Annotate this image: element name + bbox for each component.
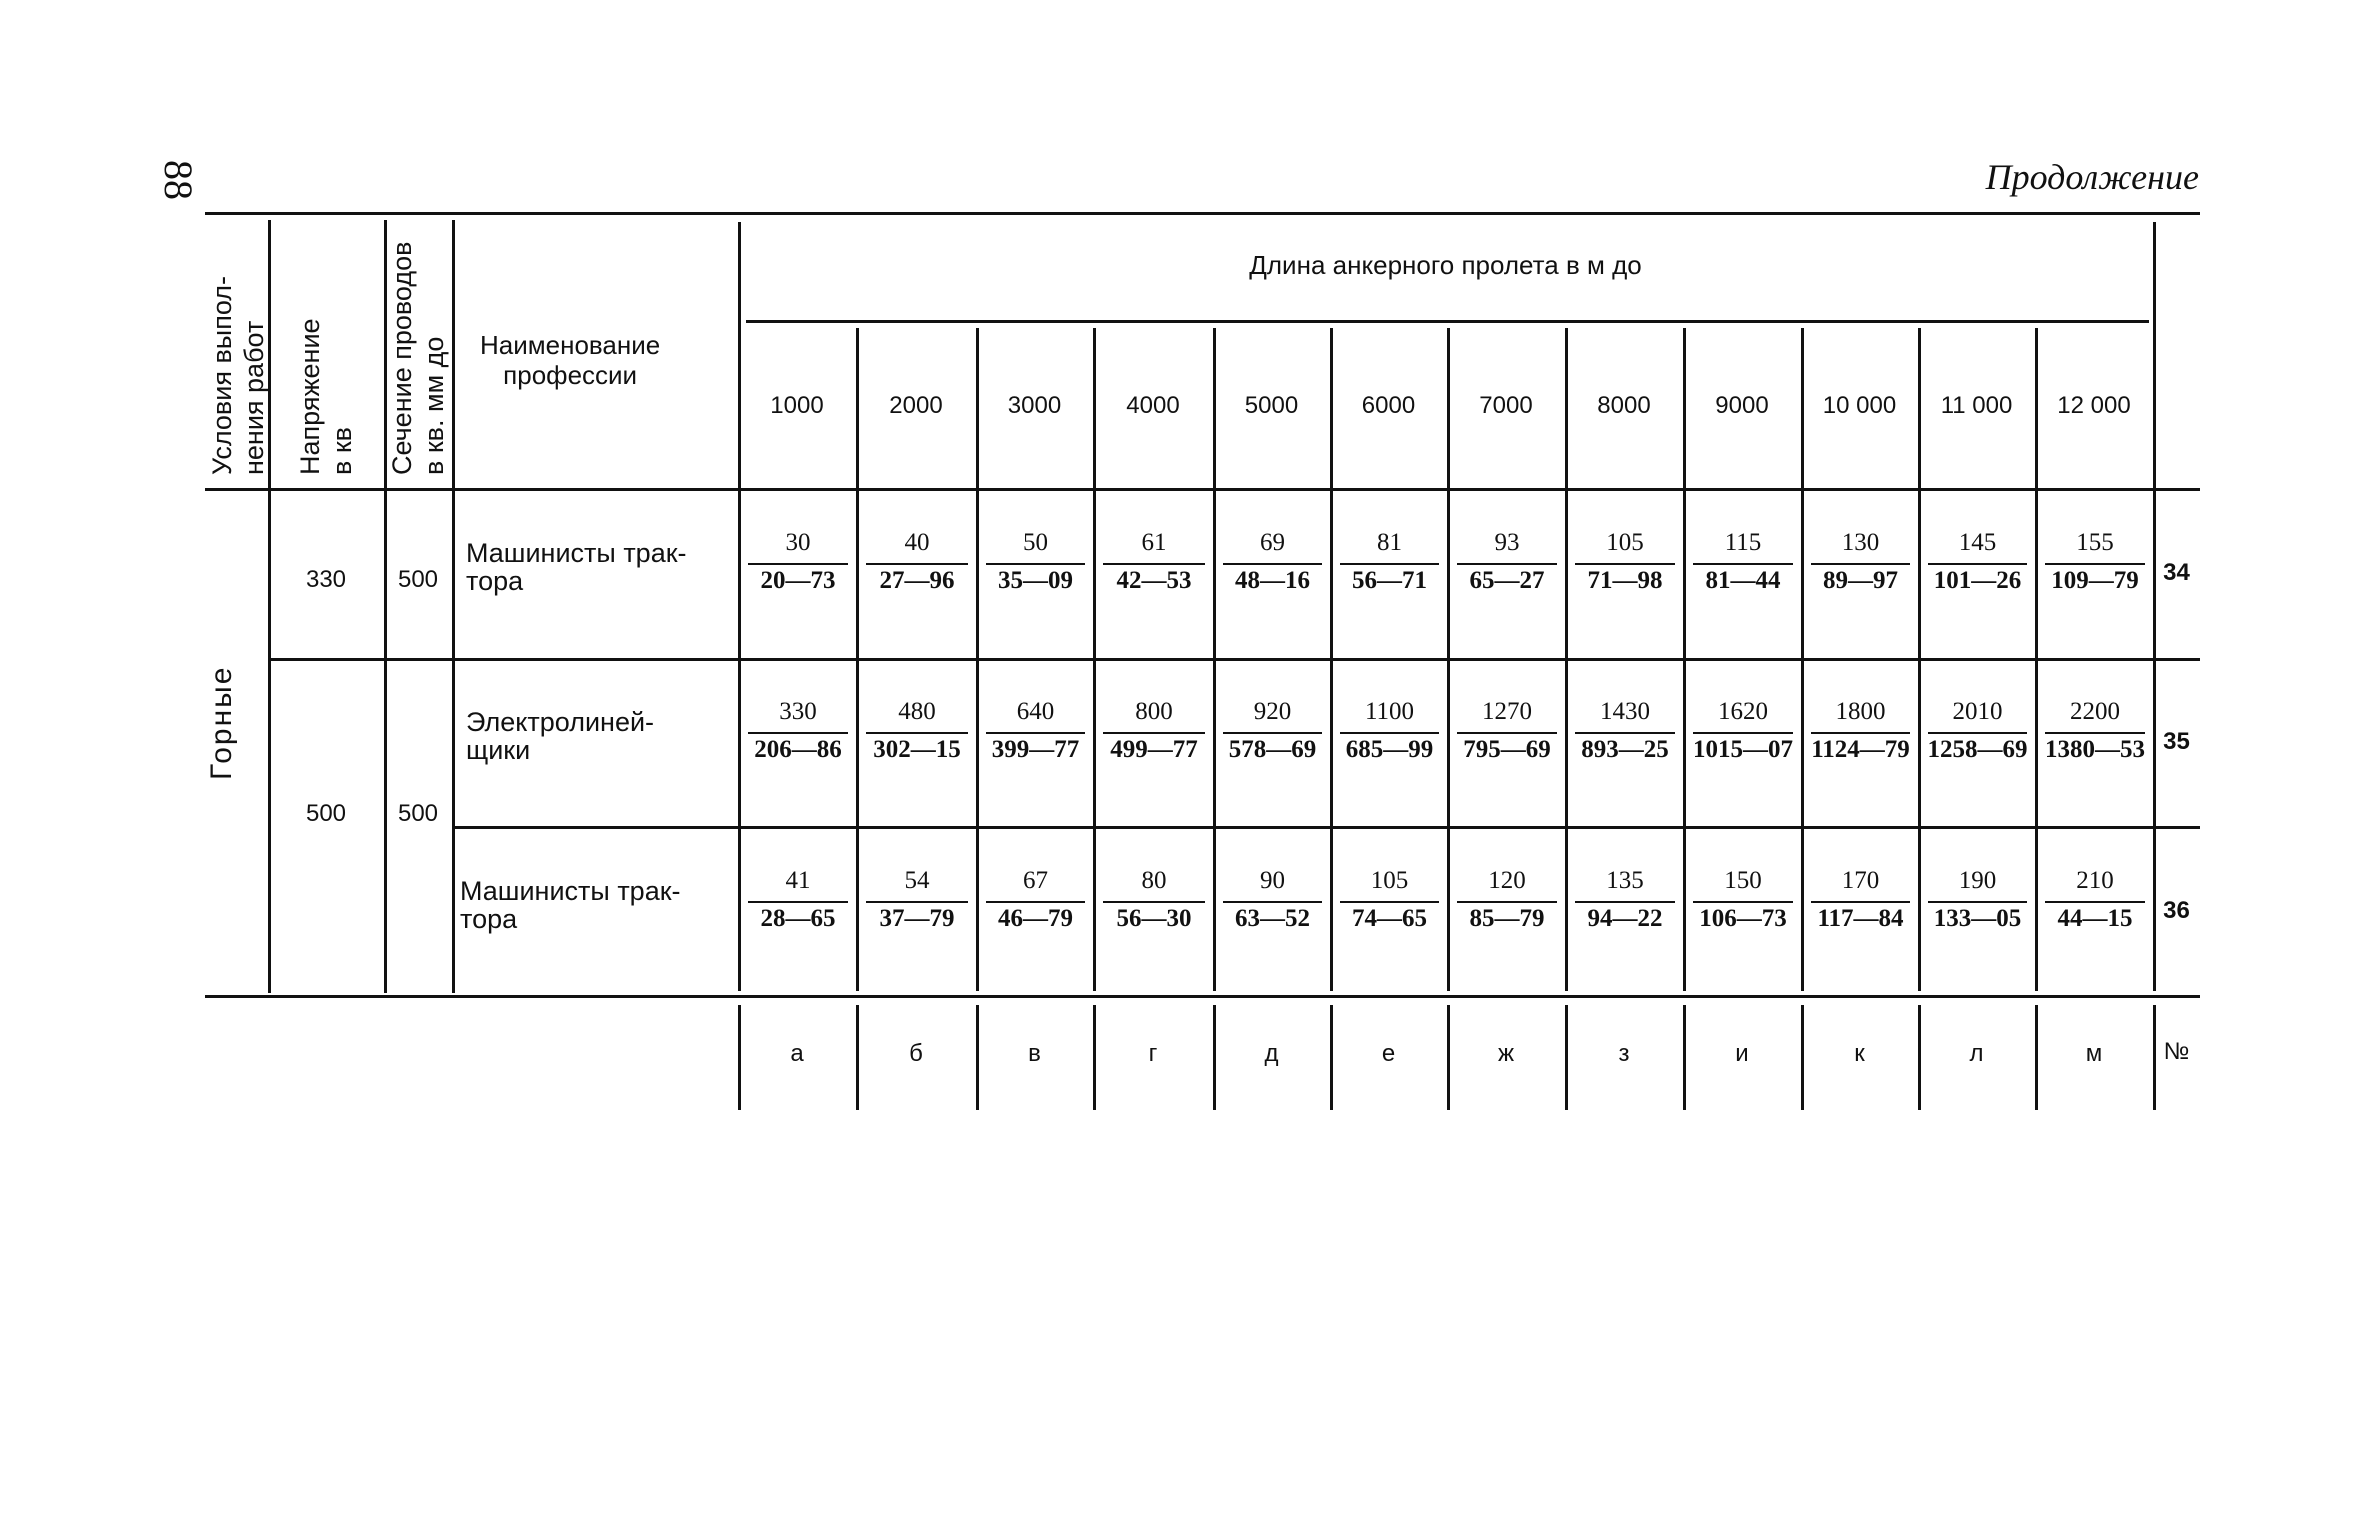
- cell-cost: 56—71: [1352, 567, 1427, 594]
- cell-cost: 71—98: [1587, 567, 1663, 594]
- cell-value: 2010: [1952, 698, 2003, 725]
- cell-cost: 89—97: [1823, 567, 1898, 594]
- cell-value: 120: [1488, 866, 1526, 894]
- header-span-value: 8000: [1597, 392, 1651, 419]
- header-span-value: 3000: [1007, 392, 1062, 419]
- cell-cost: 133—05: [1933, 904, 2022, 932]
- cell-cost: 28—65: [760, 904, 836, 932]
- header-span-value: 9000: [1715, 392, 1769, 419]
- cell-value: 1620: [1718, 698, 1768, 725]
- header-span-title: Длина анкерного пролета в м до: [1249, 250, 1642, 280]
- vline-span-9: [1801, 328, 1804, 991]
- cell-fraction-line: [1457, 732, 1557, 734]
- cell-value: 105: [1606, 529, 1644, 556]
- cell-fraction-line: [1693, 563, 1793, 565]
- cell-cost: 1380—53: [2045, 736, 2145, 763]
- cell-cost: 85—79: [1469, 904, 1545, 932]
- cell-cost: 35—09: [998, 567, 1073, 594]
- vline-span-8: [1683, 328, 1686, 991]
- cell-fraction-line: [1811, 901, 1910, 903]
- vline-span-10: [1918, 328, 1921, 991]
- header-voltage: [294, 318, 358, 475]
- header-voltage-line: Напряжение: [295, 318, 325, 475]
- cell-fraction-line: [986, 901, 1085, 903]
- cell-cost: 44—15: [2057, 904, 2133, 932]
- cell-value: 54: [904, 866, 930, 894]
- footer-letter: з: [1618, 1040, 1630, 1067]
- cell-fraction-line: [986, 563, 1085, 565]
- rule-span-title: [746, 320, 2149, 323]
- cell-fraction-line: [748, 732, 848, 734]
- cell-cost: 893—25: [1581, 736, 1669, 763]
- cell-value: 640: [1016, 698, 1055, 725]
- footer-letter: м: [2085, 1040, 2103, 1067]
- cell-fraction-line: [1223, 732, 1322, 734]
- row-profession: Электролиней- щики: [466, 707, 655, 765]
- vline-span-3: [1093, 328, 1096, 991]
- vline-span-4: [1213, 328, 1216, 991]
- row-number: 35: [2163, 728, 2190, 755]
- cell-cost: 117—84: [1817, 904, 1904, 932]
- cell-value: 80: [1141, 866, 1167, 894]
- footer-letter: в: [1028, 1040, 1041, 1067]
- header-span-value: 1000: [770, 392, 824, 419]
- cell-cost: 302—15: [873, 736, 961, 763]
- cell-cost: 206—86: [754, 736, 842, 763]
- vline-span-5: [1330, 328, 1333, 991]
- cell-fraction-line: [1811, 563, 1910, 565]
- vline-span-2: [976, 328, 979, 991]
- cell-cost: 101—26: [1933, 567, 2022, 594]
- row-section: 500: [397, 566, 439, 593]
- vline-span-1: [856, 328, 859, 991]
- cell-value: 90: [1260, 866, 1285, 894]
- vline-span-12: [2153, 222, 2156, 991]
- header-span-value: 2000: [889, 392, 943, 419]
- cell-fraction-line: [1928, 563, 2027, 565]
- cell-value: 145: [1958, 529, 1997, 556]
- cell-value: 61: [1141, 529, 1167, 556]
- cell-fraction-line: [1693, 901, 1793, 903]
- cell-cost: 65—27: [1469, 567, 1545, 594]
- row-section: 500: [397, 800, 439, 827]
- cell-value: 1270: [1482, 698, 1532, 725]
- cell-value: 69: [1260, 529, 1285, 556]
- cell-fraction-line: [1575, 901, 1675, 903]
- cell-value: 190: [1958, 866, 1997, 894]
- cell-cost: 42—53: [1116, 567, 1192, 594]
- cell-fraction-line: [1340, 563, 1439, 565]
- cell-cost: 74—65: [1352, 904, 1427, 932]
- header-conditions: [206, 276, 270, 475]
- header-span-value: 12 000: [2057, 392, 2131, 419]
- header-span-value: 6000: [1361, 392, 1416, 419]
- cell-fraction-line: [1575, 563, 1675, 565]
- row-number: 36: [2163, 896, 2190, 924]
- cell-fraction-line: [748, 901, 848, 903]
- row-voltage: 500: [305, 800, 347, 827]
- header-conditions-line: нения работ: [239, 320, 269, 475]
- cell-value: 170: [1841, 866, 1880, 894]
- footer-num-label: №: [2163, 1038, 2190, 1065]
- footer-letter: д: [1264, 1040, 1279, 1067]
- footer-letter: г: [1148, 1040, 1158, 1067]
- cell-value: 50: [1023, 529, 1048, 556]
- cell-fraction-line: [2045, 732, 2145, 734]
- cell-value: 1430: [1600, 698, 1650, 725]
- cell-cost: 795—69: [1463, 736, 1551, 763]
- header-profession-line: Наименование: [480, 330, 661, 360]
- vline-span-11: [2035, 328, 2038, 991]
- cell-cost: 20—73: [760, 567, 836, 594]
- cell-fraction-line: [986, 732, 1085, 734]
- cell-cost: 106—73: [1699, 904, 1787, 932]
- cell-cost: 685—99: [1345, 736, 1434, 763]
- cell-fraction-line: [1575, 732, 1675, 734]
- header-voltage-line: в кв: [327, 426, 357, 475]
- cell-fraction-line: [1103, 732, 1205, 734]
- header-profession-line: профессии: [503, 360, 638, 390]
- cell-value: 1100: [1364, 698, 1415, 725]
- cell-fraction-line: [1103, 901, 1205, 903]
- cell-value: 81: [1377, 529, 1402, 556]
- cell-fraction-line: [1457, 901, 1557, 903]
- cell-fraction-line: [1223, 563, 1322, 565]
- cell-fraction-line: [2045, 563, 2145, 565]
- footer-letter: к: [1854, 1040, 1865, 1067]
- page-number: 88: [156, 160, 201, 200]
- header-span-value: 10 000: [1822, 392, 1897, 419]
- row-number: 34: [2163, 559, 2190, 586]
- cell-cost: 56—30: [1116, 904, 1192, 932]
- header-span-value: 7000: [1479, 392, 1533, 419]
- header-span-value: 11 000: [1940, 392, 2013, 419]
- cell-fraction-line: [866, 563, 968, 565]
- cell-value: 93: [1494, 529, 1520, 556]
- vline-span-0: [738, 222, 741, 991]
- cell-value: 480: [898, 698, 936, 725]
- cell-cost: 37—79: [879, 904, 955, 932]
- header-conditions-line: Условия выпол-: [207, 275, 237, 475]
- cell-fraction-line: [1928, 901, 2027, 903]
- cell-value: 155: [2076, 529, 2114, 556]
- row-profession: Машинисты трак- тора: [466, 538, 687, 596]
- vline-c3: [452, 220, 455, 993]
- footer-letter: ж: [1497, 1040, 1515, 1067]
- header-section-line: в кв. мм до: [419, 336, 449, 475]
- header-section: [386, 242, 450, 475]
- cell-cost: 94—22: [1587, 904, 1663, 932]
- cell-value: 800: [1135, 698, 1173, 725]
- cell-cost: 578—69: [1228, 736, 1317, 763]
- header-span-value: 5000: [1244, 392, 1299, 419]
- cell-fraction-line: [1928, 732, 2027, 734]
- cell-value: 135: [1606, 866, 1644, 894]
- cell-value: 115: [1724, 529, 1762, 556]
- footer-letter: л: [1969, 1040, 1984, 1067]
- footer-letter: е: [1381, 1040, 1396, 1067]
- cell-fraction-line: [1693, 732, 1793, 734]
- footer-letter: и: [1735, 1040, 1749, 1067]
- cell-value: 150: [1724, 866, 1762, 894]
- cell-value: 40: [904, 529, 930, 556]
- rule-row2: [452, 826, 2200, 829]
- group-label: Горные: [205, 665, 238, 780]
- rule-top: [205, 212, 2200, 215]
- cell-value: 105: [1370, 866, 1409, 894]
- cell-cost: 499—77: [1110, 736, 1198, 763]
- header-span-value: 4000: [1126, 392, 1180, 419]
- cell-value: 2200: [2070, 698, 2120, 725]
- continuation-label: Продолжение: [1985, 157, 2199, 197]
- cell-cost: 27—96: [879, 567, 955, 594]
- cell-cost: 1258—69: [1927, 736, 2028, 763]
- cell-cost: 1124—79: [1811, 736, 1910, 763]
- cell-fraction-line: [748, 563, 848, 565]
- cell-fraction-line: [1223, 901, 1322, 903]
- cell-value: 130: [1841, 529, 1880, 556]
- cell-fraction-line: [1103, 563, 1205, 565]
- cell-value: 330: [779, 698, 817, 725]
- rule-header-bottom: [205, 488, 2200, 491]
- rule-row1: [268, 658, 2200, 661]
- cell-cost: 48—16: [1235, 567, 1310, 594]
- footer-letter: б: [909, 1040, 923, 1067]
- vline-span-6: [1447, 328, 1450, 991]
- footer-letter: а: [790, 1040, 804, 1067]
- vline-span-7: [1565, 328, 1568, 991]
- header-section-line: Сечение проводов: [387, 241, 417, 475]
- row-voltage: 330: [305, 566, 347, 593]
- cell-value: 41: [785, 866, 811, 894]
- cell-cost: 46—79: [998, 904, 1073, 932]
- cell-fraction-line: [1457, 563, 1557, 565]
- cell-fraction-line: [2045, 901, 2145, 903]
- cell-fraction-line: [866, 732, 968, 734]
- header-profession: [480, 330, 660, 390]
- cell-cost: 399—77: [991, 736, 1080, 763]
- cell-fraction-line: [1811, 732, 1910, 734]
- cell-cost: 63—52: [1235, 904, 1310, 932]
- cell-value: 1800: [1835, 698, 1886, 725]
- cell-cost: 109—79: [2051, 567, 2139, 594]
- cell-fraction-line: [1340, 901, 1439, 903]
- cell-value: 67: [1023, 866, 1048, 894]
- cell-fraction-line: [866, 901, 968, 903]
- row-profession: Машинисты трак- тора: [460, 875, 681, 934]
- cell-fraction-line: [1340, 732, 1439, 734]
- cell-value: 920: [1253, 698, 1292, 725]
- cell-value: 30: [785, 529, 811, 556]
- cell-cost: 81—44: [1705, 567, 1781, 594]
- cell-cost: 1015—07: [1693, 736, 1793, 763]
- cell-value: 210: [2076, 866, 2114, 894]
- rule-bottom: [205, 995, 2200, 998]
